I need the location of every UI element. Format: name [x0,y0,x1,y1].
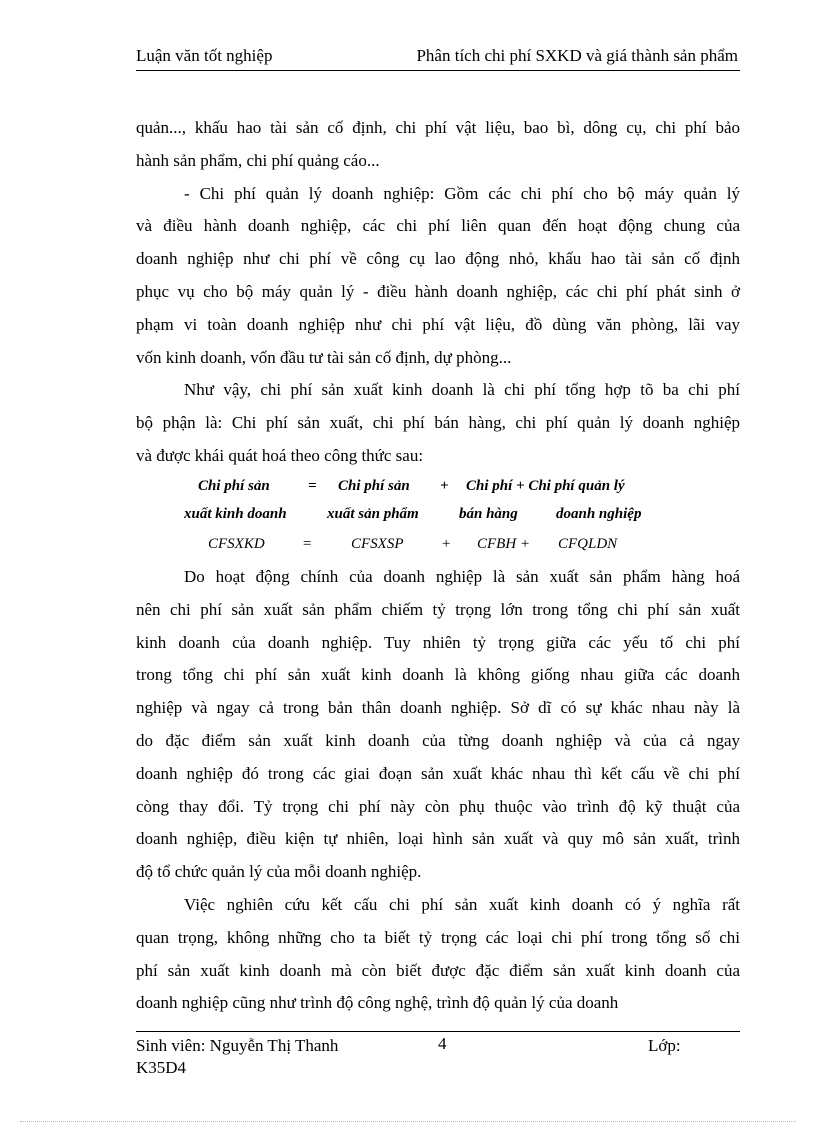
paragraph-line: nghiệp và ngay cả trong bản thân doanh nghiệp. Sở dĩ có sự khác nhau này là [136,698,740,718]
formula-r3-cfsxkd: CFSXKD [208,536,265,552]
page-header [136,44,740,71]
formula-r2-total: xuất kinh doanh [184,506,287,522]
paragraph-line: nên chi phí sản xuất sản phẩm chiếm tỷ trọng lớn trong tổng chi phí sản xuất [136,599,740,619]
formula-r1-equals: = [308,478,317,494]
paragraph-line: độ tổ chức quản lý của mỗi doanh nghiệp. [136,862,422,882]
paragraph-line: doanh nghiệp cũng như trình độ công nghệ, trình độ quản lý của doanh [136,993,619,1013]
body-text-bottom [136,560,740,1019]
formula-r1-production: Chi phí sản [338,478,410,494]
paragraph-line: bộ phận là: Chi phí sản xuất, chi phí bán hàng, chi phí quản lý doanh nghiệp [136,413,740,433]
paragraph-line: trong tổng chi phí sản xuất kinh doanh là không giống nhau giữa các doanh [136,665,740,685]
footer-class-label: Lớp: [648,1036,681,1055]
formula-r3-plus: + [441,536,452,552]
paragraph-line: Do hoạt động chính của doanh nghiệp là sản xuất sản phẩm hàng hoá [184,567,740,586]
paragraph-line: kinh doanh của doanh nghiệp. Tuy nhiên tỷ trọng giữa các yếu tố chi phí [136,632,740,652]
paragraph-line: phí sản xuất kinh doanh mà còn biết được đặc điểm sản xuất kinh doanh của [136,960,740,980]
paragraph-line: - Chi phí quản lý doanh nghiệp: Gồm các chi phí cho bộ máy quản lý [184,183,740,203]
footer-class-value: K35D4 [136,1058,187,1077]
paragraph-line: vốn kinh doanh, vốn đầu tư tài sản cố định, dự phòng... [136,347,512,367]
page-edge-divider [20,1121,796,1122]
paragraph-line: còng thay đổi. Tỷ trọng chi phí này còn phụ thuộc vào trình độ kỹ thuật của [136,796,740,816]
paragraph-line: doanh nghiệp, điều kiện tự nhiên, loại hình sản xuất và quy mô sản xuất, trình [136,829,740,849]
formula-r1-plus: + [440,478,449,494]
paragraph-line: doanh nghiệp như chi phí về công cụ lao động nhỏ, khấu hao tài sản cố định [136,249,740,269]
paragraph-line: do đặc điểm sản xuất kinh doanh của từng doanh nghiệp và của cả ngay [136,730,740,750]
paragraph-line: hành sản phẩm, chi phí quảng cáo... [136,150,380,170]
footer-divider [136,1031,740,1032]
paragraph-line: quản..., khấu hao tài sản cố định, chi phí vật liệu, bao bì, dông cụ, chi phí bảo [136,118,740,137]
formula-r2-production: xuất sản phẩm [327,506,419,522]
formula-r2-admin: doanh nghiệp [556,506,642,522]
paragraph-line: phục vụ cho bộ máy quản lý - điều hành doanh nghiệp, các chi phí phát sinh ở [136,281,740,301]
paragraph-line: và điều hành doanh nghiệp, các chi phí liên quan đến hoạt động chung của [136,216,740,236]
header-thesis-label: Luận văn tốt nghiệp [136,46,273,65]
paragraph-line: doanh nghiệp đó trong các giai đoạn sản xuất khác nhau thì kết cấu về chi phí [136,763,740,783]
paragraph-line: Như vậy, chi phí sản xuất kinh doanh là chi phí tổng hợp tõ ba chi phí [184,380,740,400]
formula-r3-cfqldn: CFQLDN [558,536,618,552]
formula-r1-total: Chi phí sản [198,478,270,494]
paragraph-line: phạm vi toàn doanh nghiệp như chi phí vật liệu, đồ dùng văn phòng, lãi vay [136,314,740,334]
footer-page-number: 4 [438,1034,447,1053]
formula-r1-sales-admin: Chi phí + Chi phí quản lý [466,478,625,494]
paragraph-line: Việc nghiên cứu kết cấu chi phí sản xuất kinh doanh có ý nghĩa rất [184,894,740,914]
formula-r3-cfsxsp: CFSXSP [351,536,404,552]
paragraph-line: quan trọng, không những cho ta biết tỷ trọng các loại chi phí trong tổng số chi [136,927,740,947]
formula-r3-cfbh: CFBH + [477,536,531,552]
footer-student: Sinh viên: Nguyễn Thị Thanh [136,1036,339,1055]
formula-r2-sales: bán hàng [459,506,518,522]
header-topic-title: Phân tích chi phí SXKD và giá thành sản phẩm [416,46,738,65]
paragraph-line: và được khái quát hoá theo công thức sau: [136,445,424,465]
formula-r3-equals: = [302,536,313,552]
body-text-top [136,112,740,473]
